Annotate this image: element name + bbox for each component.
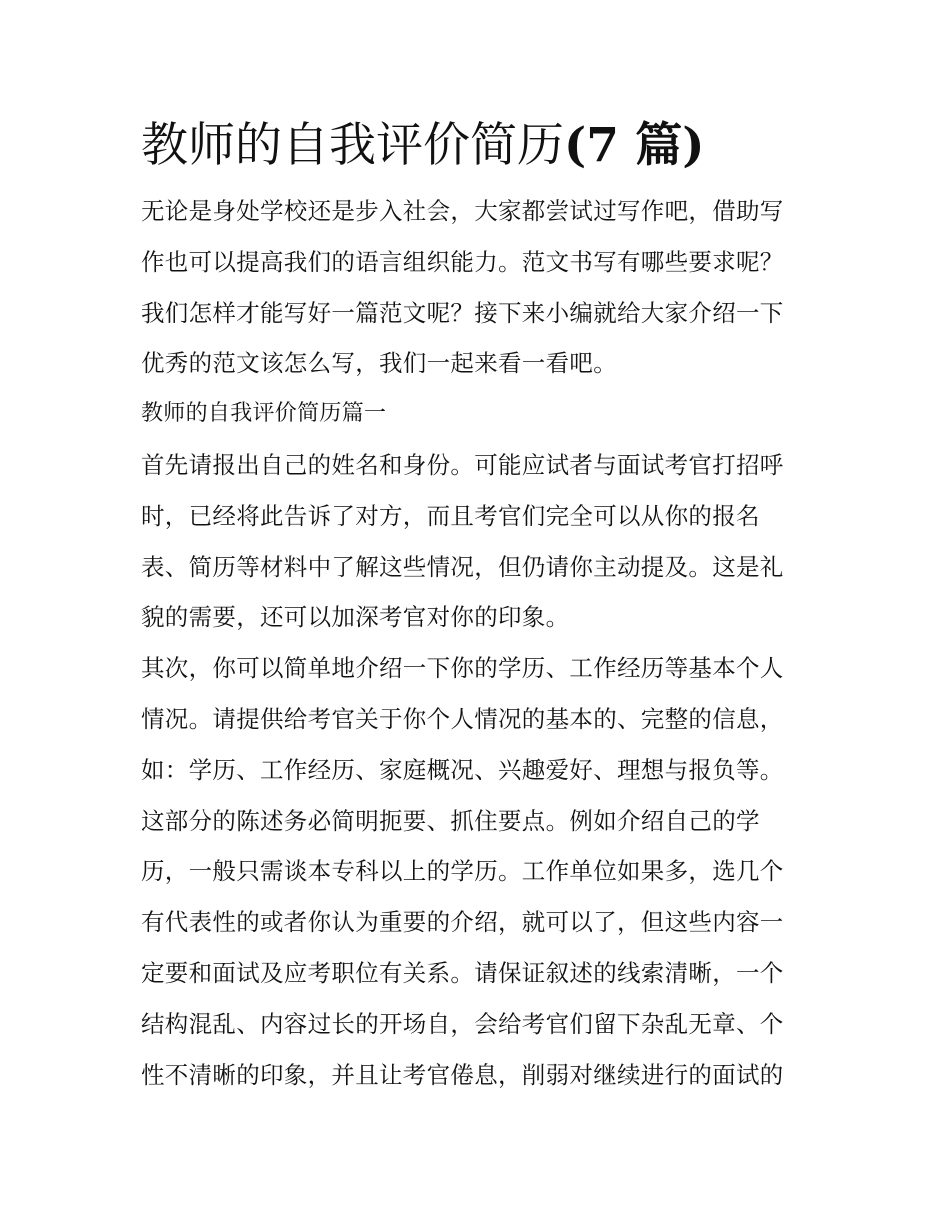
intro-line: 作也可以提高我们的语言组织能力。范文书写有哪些要求呢？ <box>141 247 784 276</box>
paragraph-line: 历，一般只需谈本专科以上的学历。工作单位如果多，选几个 <box>141 857 784 886</box>
title-text: 教师的自我评价简历 <box>141 118 564 173</box>
paragraph-line: 性不清晰的印象，并且让考官倦息，削弱对继续进行的面试的 <box>141 1060 784 1089</box>
paragraph-line: 如：学历、工作经历、家庭概况、兴趣爱好、理想与报负等。 <box>141 755 784 784</box>
paragraph-line: 时，已经将此告诉了对方，而且考官们完全可以从你的报名 <box>141 501 760 530</box>
intro-line: 无论是身处学校还是步入社会，大家都尝试过写作吧，借助写 <box>141 197 784 225</box>
document-title <box>141 112 816 180</box>
paragraph-line: 其次，你可以简单地介绍一下你的学历、工作经历等基本个人 <box>141 654 784 683</box>
paragraph-line: 表、简历等材料中了解这些情况，但仍请你主动提及。这是礼 <box>141 552 784 581</box>
intro-line: 我们怎样才能写好一篇范文呢？接下来小编就给大家介绍一下 <box>141 298 784 327</box>
paragraph-line: 结构混乱、内容过长的开场自，会给考官们留下杂乱无章、个 <box>141 1009 784 1038</box>
paragraph-line: 情况。请提供给考官关于你个人情况的基本的、完整的信息， <box>141 704 784 733</box>
title-count: (7 篇) <box>564 118 705 173</box>
paragraph-line: 这部分的陈述务必简明扼要、抓住要点。例如介绍自己的学 <box>141 806 760 835</box>
section-heading: 教师的自我评价简历篇一 <box>141 401 387 427</box>
document-body <box>141 186 816 1100</box>
intro-line: 优秀的范文该怎么写，我们一起来看一看吧。 <box>141 349 617 378</box>
document-page <box>141 112 816 1100</box>
paragraph-line: 有代表性的或者你认为重要的介绍，就可以了，但这些内容一 <box>141 908 784 937</box>
paragraph-line: 定要和面试及应考职位有关系。请保证叙述的线索清晰，一个 <box>141 958 784 987</box>
paragraph-line: 首先请报出自己的姓名和身份。可能应试者与面试考官打招呼 <box>141 450 784 479</box>
paragraph-line: 貌的需要，还可以加深考官对你的印象。 <box>141 603 570 632</box>
